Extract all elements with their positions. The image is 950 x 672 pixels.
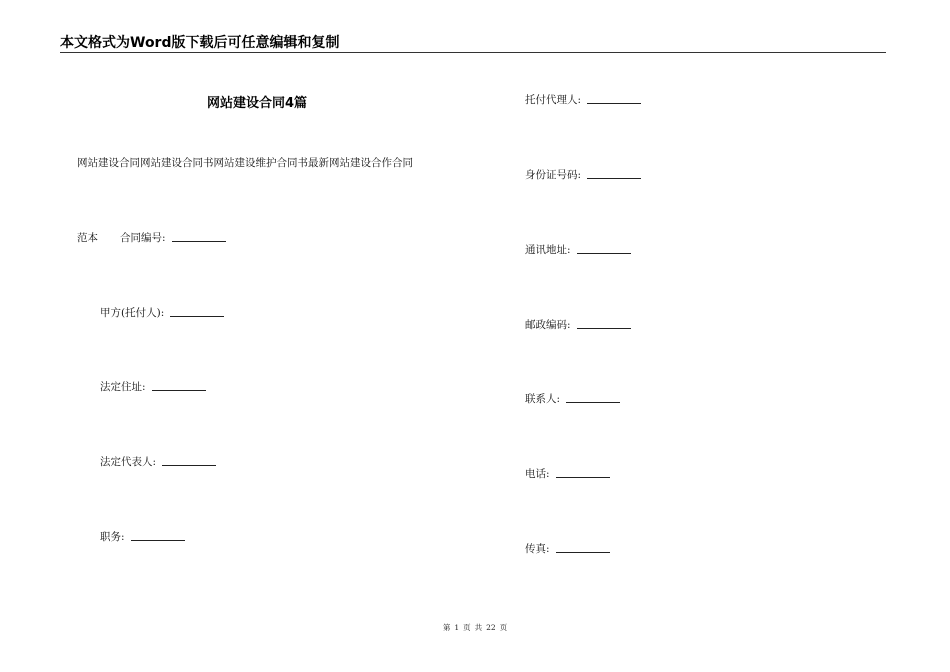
footer-page-word: 页 (463, 623, 471, 632)
document-title: 网站建设合同4篇 (207, 96, 308, 111)
position-label: 职务: (100, 531, 125, 543)
legal-address-label: 法定住址: (100, 381, 146, 393)
contract-number-blank[interactable] (172, 240, 226, 242)
footer-total-pages: 22 (486, 623, 496, 632)
agent-label: 托付代理人: (525, 94, 582, 106)
id-number-label: 身份证号码: (525, 169, 582, 181)
postal-code-label: 邮政编码: (525, 319, 571, 331)
contact-blank[interactable] (566, 401, 620, 403)
party-a-label: 甲方(托付人): (100, 307, 165, 319)
fax-label: 传真: (525, 543, 550, 555)
postal-code-line (525, 318, 631, 332)
party-a-line (100, 306, 224, 320)
address-label: 通讯地址: (525, 244, 571, 256)
footer-page-number: 1 (454, 623, 460, 632)
party-a-blank[interactable] (170, 315, 224, 317)
phone-label: 电话: (525, 468, 550, 480)
contract-number-label: 合同编号: (120, 232, 166, 244)
footer-total-suffix: 页 (499, 623, 508, 632)
position-blank[interactable] (131, 539, 185, 541)
legal-rep-label: 法定代表人: (100, 456, 157, 468)
legal-address-blank[interactable] (152, 389, 206, 391)
contact-label: 联系人: (525, 393, 561, 405)
postal-code-blank[interactable] (577, 327, 631, 329)
footer-page-prefix: 第 (442, 623, 451, 632)
legal-rep-line (100, 455, 216, 469)
contact-line (525, 392, 620, 406)
legal-rep-blank[interactable] (162, 464, 216, 466)
intro-line: 网站建设合同网站建设合同书网站建设维护合同书最新网站建设合作合同 (77, 157, 413, 169)
address-line (525, 243, 631, 257)
footer-total-prefix: 共 (474, 623, 483, 632)
id-number-blank[interactable] (587, 177, 641, 179)
address-blank[interactable] (577, 252, 631, 254)
page-header (60, 34, 886, 53)
contract-number-line (77, 231, 226, 245)
fax-line (525, 542, 610, 556)
agent-blank[interactable] (587, 102, 641, 104)
legal-address-line (100, 380, 206, 394)
header-text: 本文格式为Word版下载后可任意编辑和复制 (60, 35, 340, 51)
phone-blank[interactable] (556, 476, 610, 478)
fax-blank[interactable] (556, 551, 610, 553)
position-line (100, 530, 185, 544)
id-number-line (525, 168, 641, 182)
phone-line (525, 467, 610, 481)
fanben-label: 范本 (77, 232, 98, 244)
page-footer (0, 622, 950, 633)
agent-line (525, 93, 641, 107)
